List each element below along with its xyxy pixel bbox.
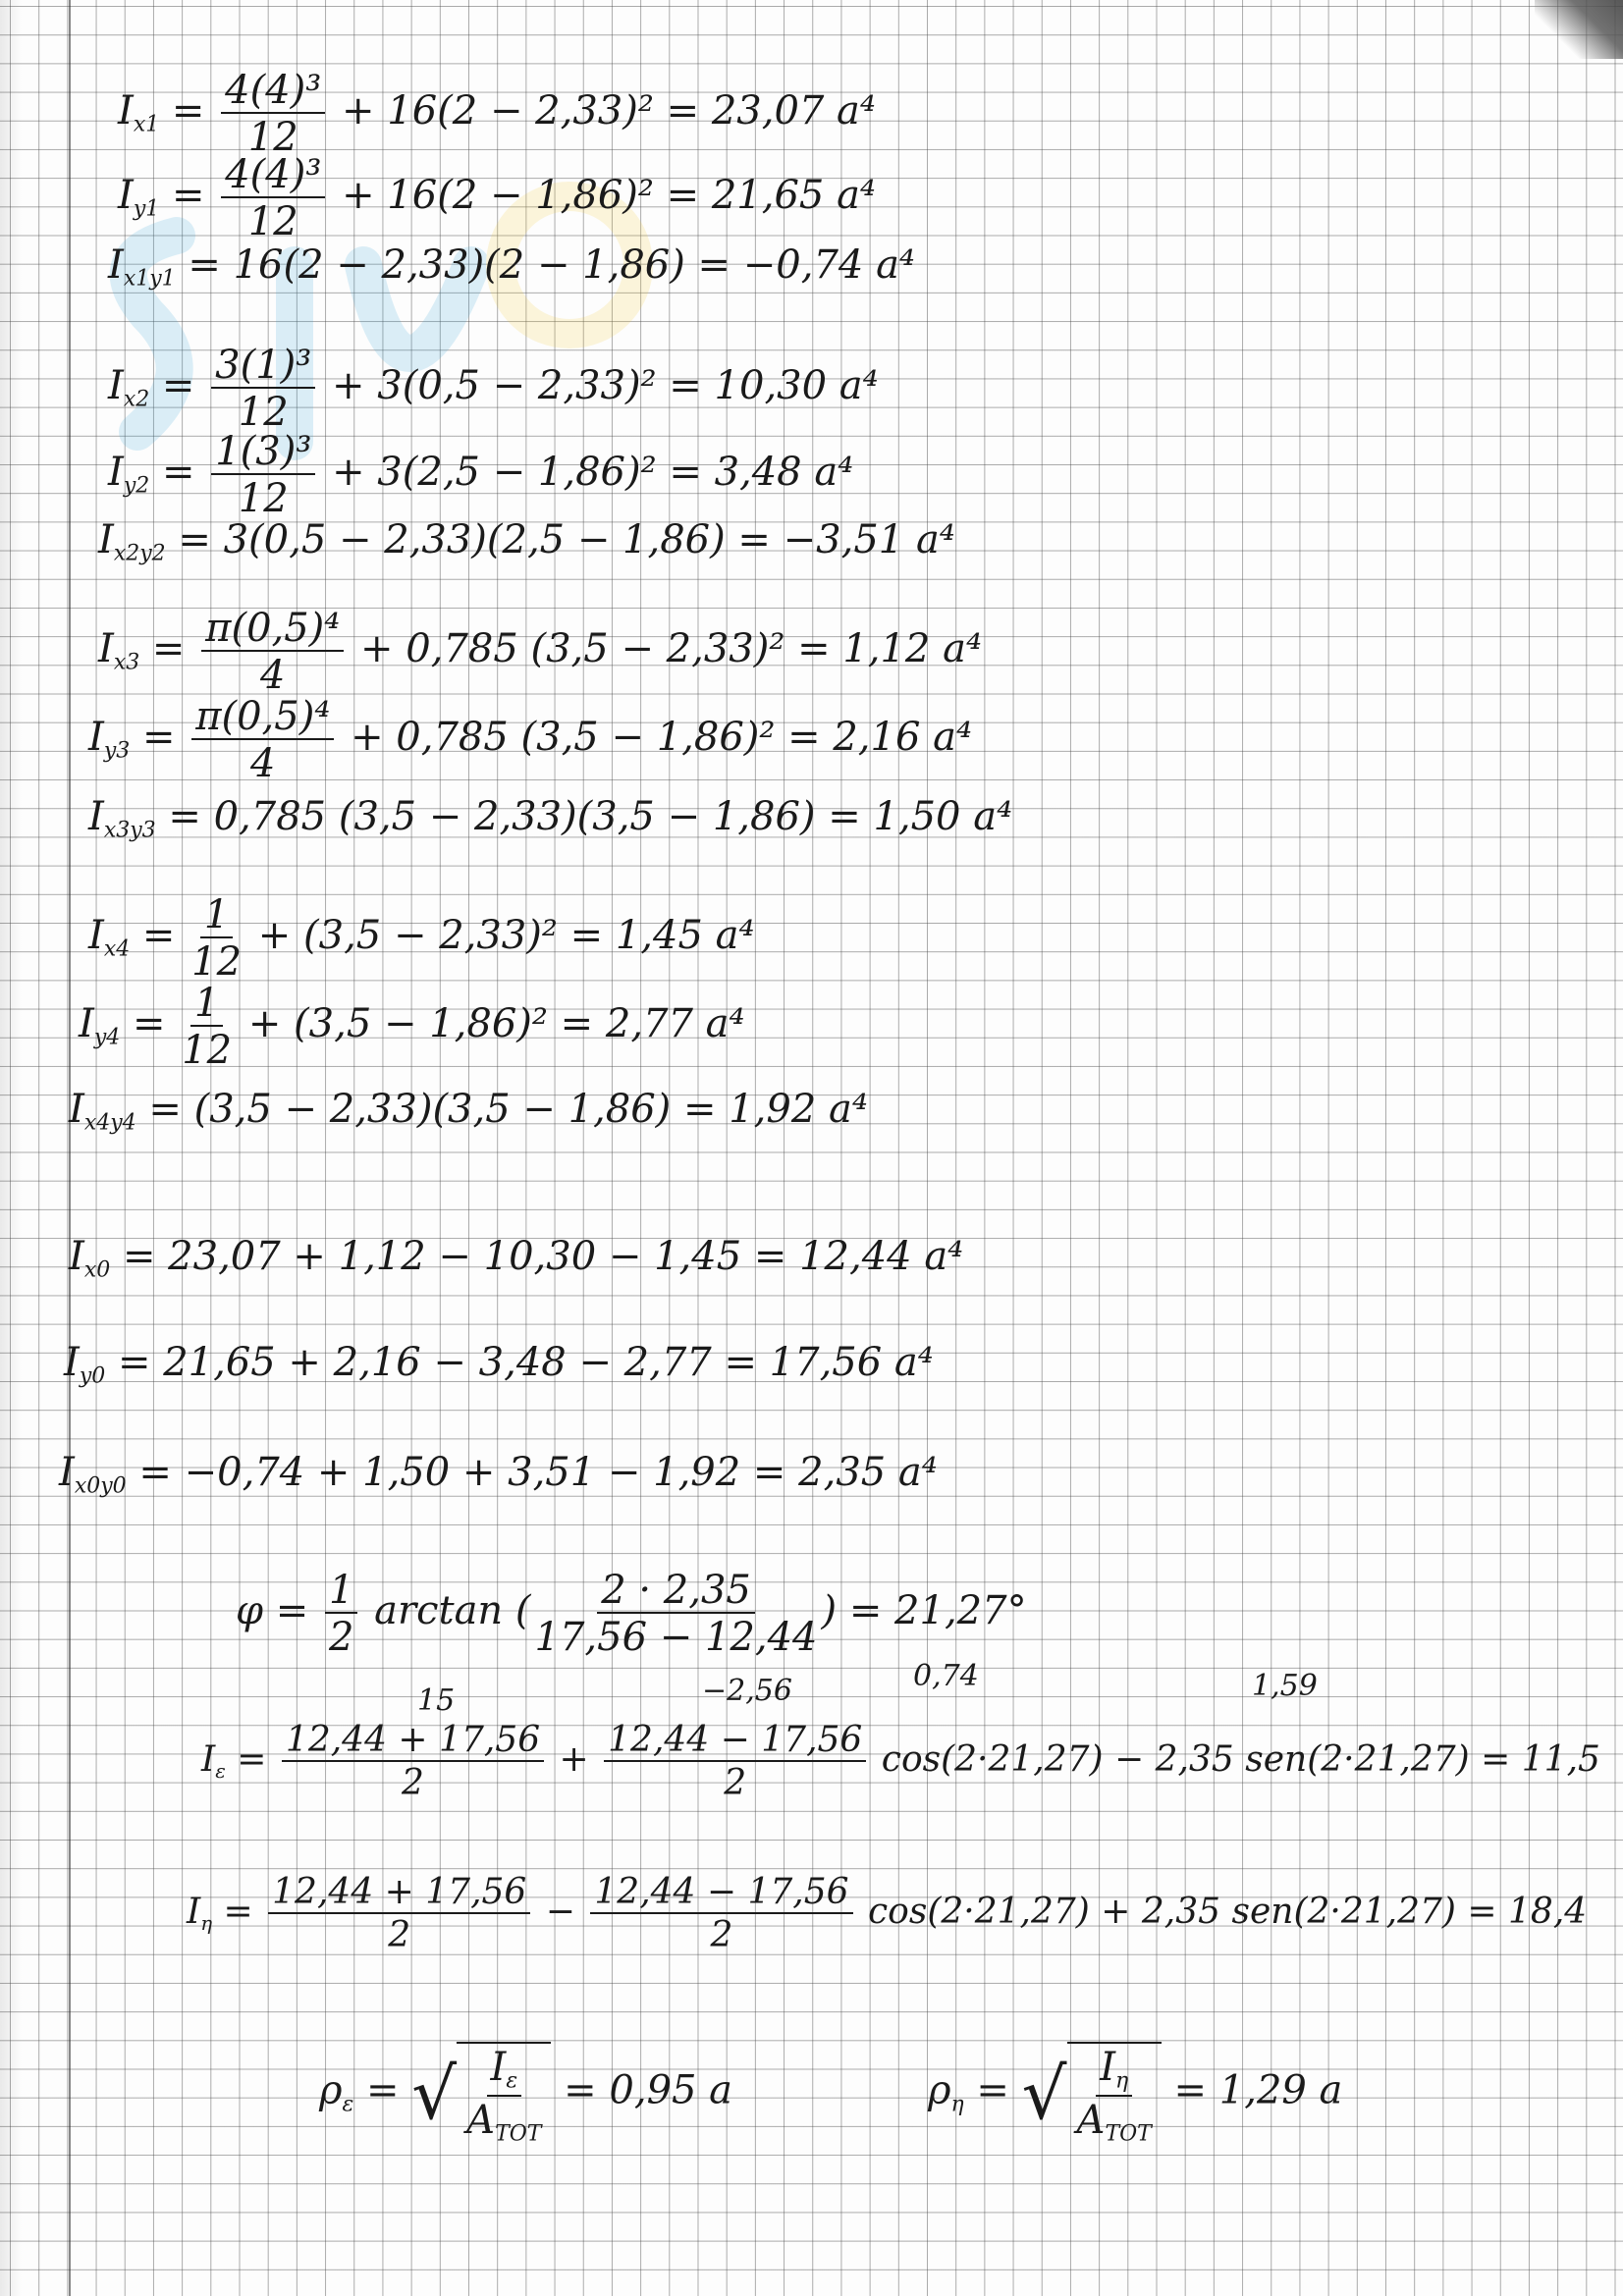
annotation-15: 15 [417, 1683, 456, 1718]
eq-ix1y1: $I_{x1y1} = 16(2 - 2,33)(2 - 1,86) = -0,74$ a⁴ [108, 242, 915, 292]
eq-ix2y2: $I_{x2y2} = 3(0,5 - 2,33)(2,5 - 1,86) = -3,51$ a⁴ [98, 517, 955, 566]
eq-ix1: $I_{x1}$ = $\frac{\text{4(4)³}}{12}$ + 16(2 − 2,33)² = 23,07 a⁴ [118, 68, 876, 160]
annotation-neg-2-56: −2,56 [702, 1674, 792, 1708]
eq-iy2: $I_{y2}$ = $\frac{\text{1(3)³}}{12}$ + 3(2,5 − 1,86)² = 3,48 a⁴ [108, 429, 854, 521]
eq-iy0: $I_{y0} = 21,65 + 2,16 - 3,48 - 2,77 = 17,56$ a⁴ [64, 1340, 934, 1389]
eq-rho-eta: $\rho_\eta$ = √ $\frac{I_\eta}{A_{TOT}}$ = 1,29 a [928, 2042, 1342, 2145]
binder-shadow [0, 0, 22, 2296]
eq-phi: φ = $\frac{1}{2}$ arctan ( $\frac{2 \cdot 2,35}{17,56 - 12,44}$ ) = 21,27° [236, 1568, 1027, 1660]
eq-rho-eps: $\rho_\varepsilon$ = √ $\frac{I_\varepsilon}{A_{TOT}}$ = 0,95 a [319, 2042, 732, 2145]
annotation-0-74: 0,74 [913, 1659, 979, 1693]
annotation-1-59: 1,59 [1252, 1669, 1318, 1703]
eq-ix0y0: $I_{x0y0} = -0,74 + 1,50 + 3,51 - 1,92 = 2,35$ a⁴ [59, 1450, 938, 1499]
torn-corner [1535, 0, 1623, 59]
eq-ix4y4: $I_{x4y4} = (3,5 - 2,33)(3,5 - 1,86) = 1,92$ a⁴ [69, 1087, 868, 1136]
eq-ix3: $I_{x3}$ = $\frac{\text{π(0,5)⁴}}{4}$ + 0,785 (3,5 − 2,33)² = 1,12 a⁴ [98, 606, 982, 698]
eq-iy4: $I_{y4}$ = $\frac{1}{12}$ + (3,5 − 1,86)² = 2,77 a⁴ [79, 981, 745, 1073]
eq-ix2: $I_{x2}$ = $\frac{\text{3(1)³}}{12}$ + 3(0,5 − 2,33)² = 10,30 a⁴ [108, 343, 879, 435]
eq-ix4: $I_{x4}$ = $\frac{1}{12}$ + (3,5 − 2,33)² = 1,45 a⁴ [88, 892, 755, 985]
eq-ix0: $I_{x0} = 23,07 + 1,12 - 10,30 - 1,45 = 12,44$ a⁴ [69, 1234, 964, 1283]
eq-iy1: $I_{y1}$ = $\frac{\text{4(4)³}}{12}$ + 16(2 − 1,86)² = 21,65 a⁴ [118, 152, 876, 244]
eq-ix3y3: $I_{x3y3} = 0,785$ (3,5 − 2,33)(3,5 − 1,86) = 1,50 a⁴ [88, 794, 1013, 843]
eq-iy3: $I_{y3}$ = $\frac{\text{π(0,5)⁴}}{4}$ + 0,785 (3,5 − 1,86)² = 2,16 a⁴ [88, 694, 973, 786]
eq-i-eta: $I_\eta$ = $\frac{12,44 + 17,56}{2}$ − $\frac{12,44 - 17,56}{2}$ cos(2·21,27) + 2,35 sen(2·21,27) = 18,4 [187, 1872, 1588, 1955]
eq-i-eps: $I_\varepsilon$ = $\frac{12,44 + 17,56}{2}$ + $\frac{12,44 - 17,56}{2}$ cos(2·21,27) − 2,35 sen(2·21,27) = 11,5 [201, 1720, 1600, 1803]
